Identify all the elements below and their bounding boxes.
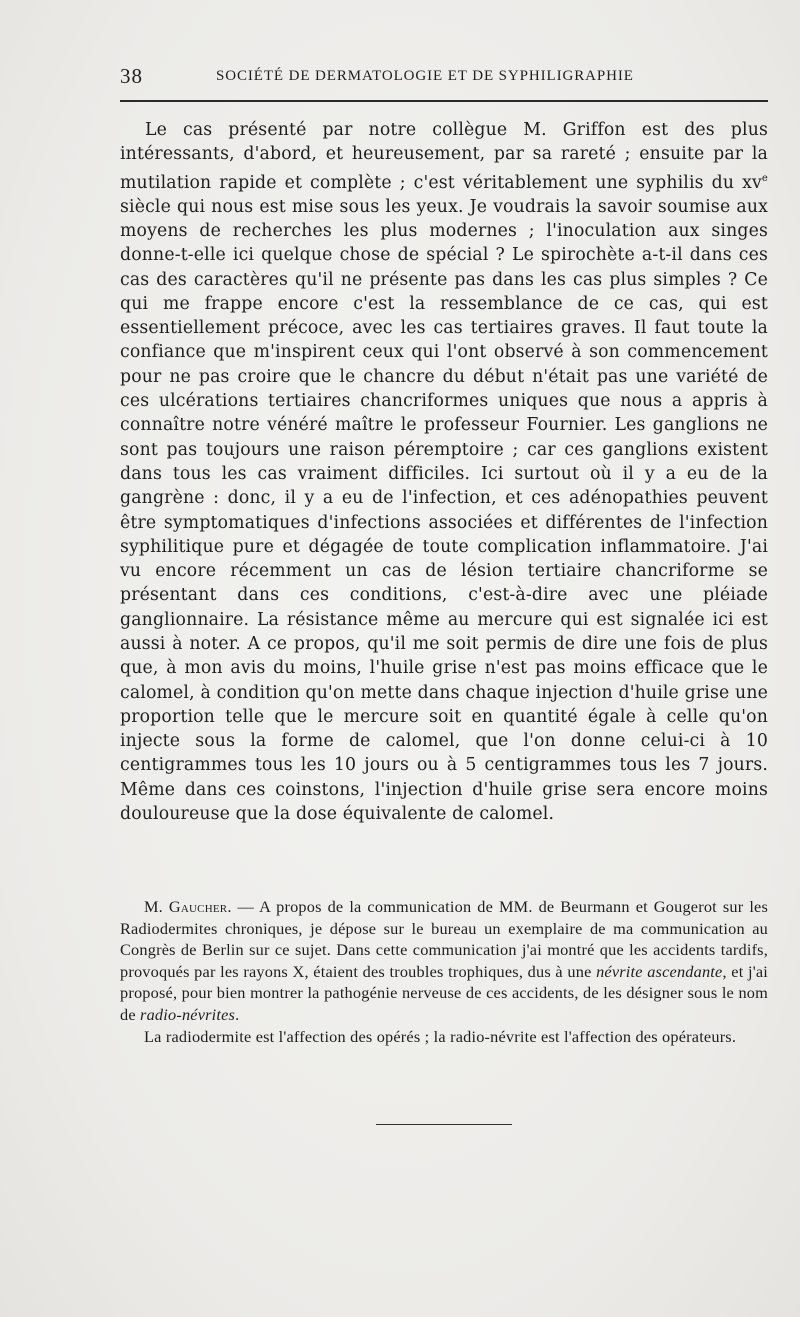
italic-term: radio-névrites	[140, 1004, 236, 1024]
communication-note	[120, 896, 768, 1047]
header-rule	[120, 100, 768, 102]
body-text-part: siècle qui nous est mise sous les yeux. Je voudrais la savoir soumise aux moyens de recherches les plus modernes ; l'inoculation aux singes donne-t-elle ici quelque chose de spécial ? Le spirochète a-t-il dans ces cas des caractères qu'il ne présente pas dans les cas plus simples ? Ce qui me frappe encore c'est la ressemblance de ce cas, qui est essentiellement précoce, avec les cas tertiaires graves. Il faut toute la confiance que m'inspirent ceux qui l'ont observé à son commencement pour ne pas croire que le chancre du début n'était pas une variété de ces ulcérations tertiaires chancriformes uniques que nous a appris à connaître notre vénéré maître le professeur Fournier. Les ganglions ne sont pas toujours une raison péremptoire ; car ces ganglions existent dans tous les cas vraiment difficiles. Ici surtout où il y a eu de la gangrène : donc, il y a eu de l'infection, et ces adénopathies peuvent être symptomatiques d'infections associées et différentes de l'infection syphilitique pure et dégagée de toute complication inflammatoire. J'ai vu encore récemment un cas de lésion tertiaire chancriforme se présentant dans ces conditions, c'est-à-dire avec une pléiade ganglionnaire. La résistance même au mercure qui est signalée ici est aussi à noter. A ce propos, qu'il me soit permis de dire une fois de plus que, à mon avis du moins, l'huile grise n'est pas moins efficace que le calomel, à condition qu'on mette dans chaque injection d'huile grise une proportion telle que le mercure soit en quantité égale à celle qu'on injecte sous la forme de calomel, que l'on donne celui-ci à 10 centigrammes tous les 10 jours ou à 5 centigrammes tous les 7 jours. Même dans ces coinstons, l'injection d'huile grise sera encore moins douloureuse que la dose équivalente de calomel.	[120, 196, 768, 825]
note-paragraph: La radiodermite est l'affection des opérés ; la radio-névrite est l'affection des opérateurs.	[144, 1026, 737, 1046]
main-text	[120, 118, 768, 826]
page-number: 38	[120, 64, 143, 88]
century-superscript: e	[761, 172, 768, 184]
note-text: .	[235, 1004, 240, 1024]
note-text: . — A propos de la communication de MM. de Beurmann et Gougerot sur les Radiodermites chroniques, je dépose sur le bureau un exemplaire de ma communication au Congrès de Berlin sur ce sujet. Dans cette communication j'ai montré que les accidents tardifs, provoqués par les rayons X, étaient des troubles trophiques, dus à une	[120, 897, 768, 981]
speaker-prefix: M.	[144, 897, 169, 916]
speaker-name: Gaucher	[168, 897, 228, 916]
running-title: SOCIÉTÉ DE DERMATOLOGIE ET DE SYPHILIGRAPHIE	[216, 68, 634, 84]
page-header	[120, 64, 768, 90]
body-paragraph	[120, 118, 768, 826]
note-text: , et j'ai proposé, pour bien montrer la pathogénie nerveuse de ces accidents, de les désigner sous le nom de	[120, 961, 768, 1024]
body-text-part: Le cas présenté par notre collègue M. Griffon est des plus intéressants, d'abord, et heureusement, par sa rareté ; ensuite par la mutilation rapide et complète ; c'est véritablement une syphilis du xv	[120, 120, 768, 193]
note-paragraph	[120, 896, 768, 1026]
section-end-rule	[376, 1124, 512, 1125]
italic-term: névrite ascendante	[596, 961, 723, 981]
